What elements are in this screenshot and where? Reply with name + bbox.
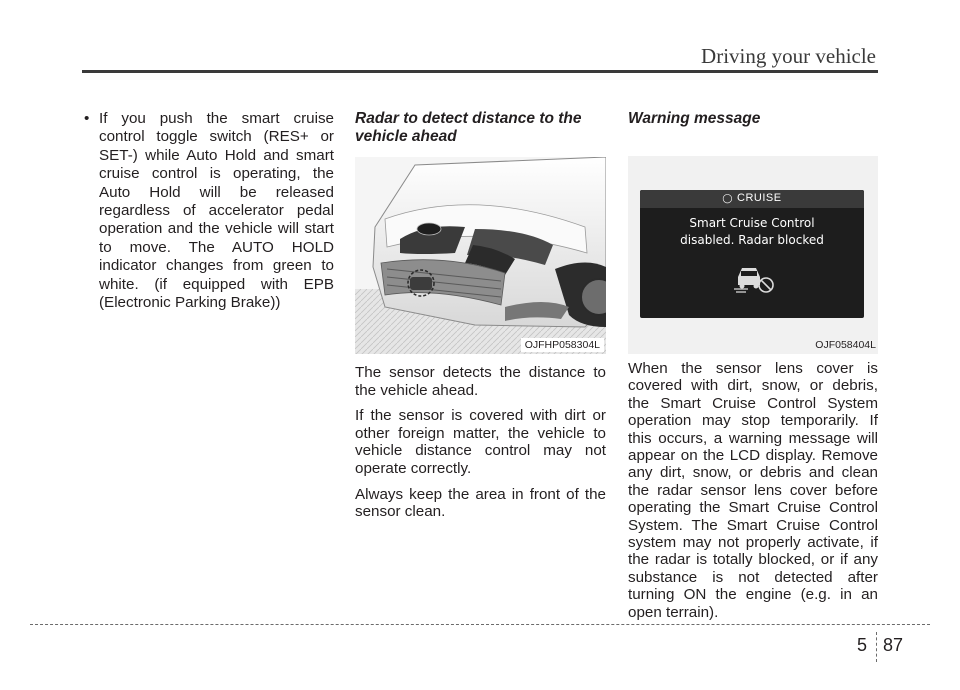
bullet-marker: •: [84, 110, 90, 127]
chapter-number: 5: [857, 635, 868, 655]
figure-code: OJF058404L: [815, 339, 876, 351]
bullet-item: [82, 110, 334, 312]
lcd-message-line-1: Smart Cruise Control: [689, 216, 815, 230]
footer-separator: [876, 632, 877, 662]
warning-paragraph: When the sensor lens cover is covered with dirt, snow, or debris, the Smart Cruise Control System operation may stop temporarily. If this occurs, a warning message will appear on the LCD display. Remove any dirt, snow, or debris and clean the radar sensor lens cover before operating the Smart Cruise Control System. The Smart Cruise Control system may not properly activate, if the radar is totally blocked, or if any substance is not detected after turning ON the engine (e.g. in an open terrain).: [628, 360, 878, 621]
cruise-indicator: [640, 192, 864, 204]
lcd-message-line-2: disabled. Radar blocked: [680, 233, 824, 247]
radar-heading: Radar to detect distance to the vehicle ahead: [355, 110, 582, 145]
footer-rule: [30, 624, 930, 625]
lcd-warning-figure: [628, 156, 878, 354]
bullet-text: If you push the smart cruise control toggle switch (RES+ or SET-) while Auto Hold and smart cruise control is operating, the Auto Hold will be released regardless of accelerator pedal operation and the vehicle will start to move. The AUTO HOLD indicator changes from green to white. (if equipped with EPB (Electronic Parking Brake)): [99, 110, 334, 312]
cruise-indicator-icon: ◯: [722, 193, 733, 203]
column-left: [82, 110, 334, 312]
radar-blocked-icon: [732, 263, 776, 295]
warning-heading: Warning message: [628, 110, 761, 127]
column-middle: [355, 110, 606, 529]
figure-code: OJFHP058304L: [521, 338, 604, 352]
radar-paragraph-1: The sensor detects the distance to the vehicle ahead.: [355, 364, 606, 399]
cruise-indicator-label: CRUISE: [737, 192, 782, 204]
page-number: 87: [883, 635, 904, 655]
column-right: [628, 110, 878, 629]
car-front-illustration: [355, 157, 606, 354]
section-title: Driving your vehicle: [701, 44, 876, 68]
header-rule: [82, 70, 878, 73]
radar-sensor-figure: [355, 157, 606, 354]
radar-paragraph-3: Always keep the area in front of the sensor clean.: [355, 485, 606, 521]
lcd-display: [640, 190, 864, 318]
lcd-message: [640, 215, 864, 249]
radar-paragraph-2: If the sensor is covered with dirt or other foreign matter, the vehicle to vehicle distance control may not operate correctly.: [355, 407, 606, 477]
